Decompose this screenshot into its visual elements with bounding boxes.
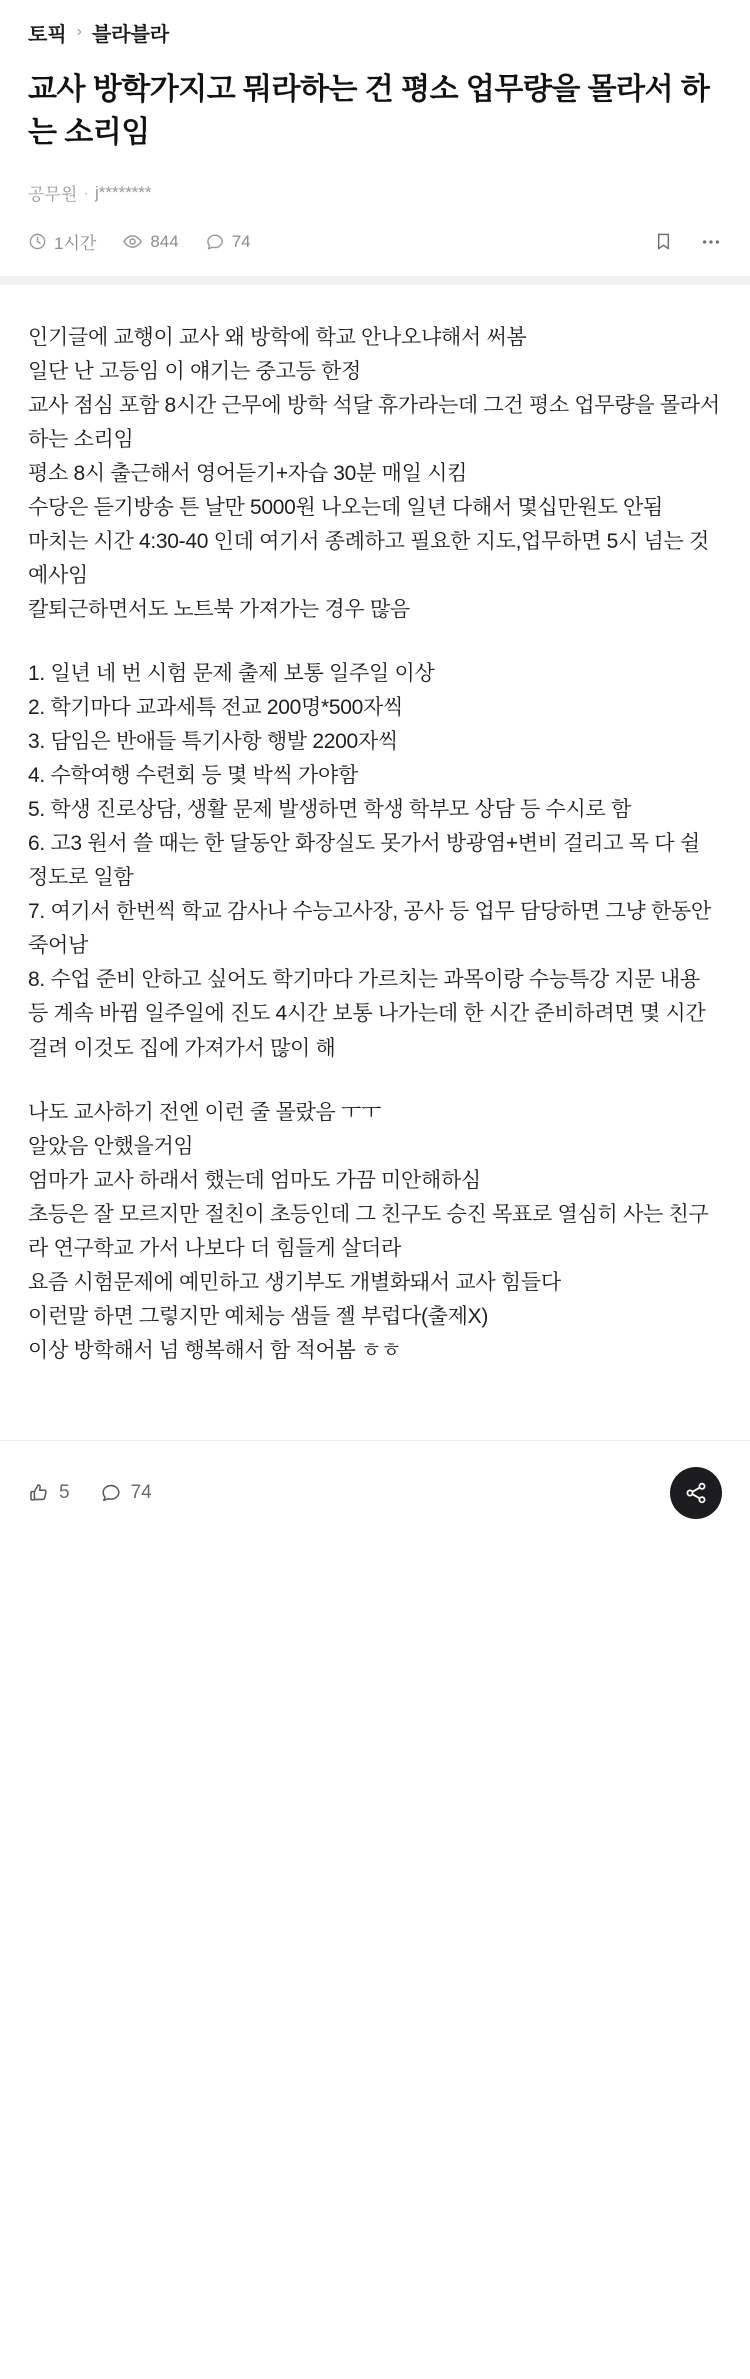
breadcrumb-root[interactable]: 토픽 — [28, 24, 67, 46]
comment-button[interactable] — [100, 1482, 152, 1504]
share-icon[interactable] — [684, 1481, 708, 1505]
body-paragraph: 평소 8시 출근해서 영어듣기+자습 30분 매일 시킴 — [28, 462, 468, 486]
page-title: 교사 방학가지고 뭐라하는 건 평소 업무량을 몰라서 하는 소리임 — [28, 73, 710, 149]
body-paragraph: 요즘 시험문제에 예민하고 생기부도 개별화돼서 교사 힘들다 — [28, 1270, 561, 1294]
comment-icon — [205, 232, 225, 252]
comment-count: 74 — [130, 1481, 152, 1503]
meta-actions — [653, 231, 722, 253]
meta-views — [122, 231, 178, 252]
body-paragraph: 인기글에 교행이 교사 왜 방학에 학교 안나오냐해서 써봄 — [28, 326, 527, 350]
body-paragraph: 4. 수학여행 수련회 등 몇 박씩 가야함 — [28, 764, 358, 788]
breadcrumb-current[interactable]: 블라블라 — [91, 24, 170, 46]
body-paragraph: 마치는 시간 4:30-40 인데 여기서 종례하고 필요한 지도,업무하면 5시 넘는 것 예사임 — [28, 530, 715, 588]
meta-time-label: 1시간 — [54, 234, 97, 254]
body-spacer — [28, 1066, 722, 1096]
body-paragraph: 알았음 안했을거임 — [28, 1134, 194, 1158]
meta-views-count: 844 — [150, 231, 179, 251]
body-paragraph: 7. 여기서 한번씩 학교 감사나 수능고사장, 공사 등 업무 담당하면 그냥 한동안 죽어남 — [28, 900, 717, 958]
body-paragraph: 일단 난 고등임 이 얘기는 중고등 한정 — [28, 360, 361, 384]
body-paragraph: 6. 고3 원서 쓸 때는 한 달동안 화장실도 못가서 방광염+변비 걸리고 목 다 쉴 정도로 일함 — [28, 832, 706, 890]
body-paragraph: 나도 교사하기 전엔 이런 줄 몰랐음 ㅜㅜ — [28, 1100, 381, 1124]
post-meta-row — [0, 205, 750, 276]
body-spacer — [28, 627, 722, 657]
post-footer — [0, 1441, 750, 1549]
more-options-icon[interactable] — [700, 231, 722, 253]
clock-icon — [28, 232, 47, 251]
body-paragraph: 이런말 하면 그렇지만 예체능 샘들 젤 부럽다(출제X) — [28, 1304, 489, 1328]
body-paragraph: 8. 수업 준비 안하고 싶어도 학기마다 가르치는 과목이랑 수능특강 지문 내용 등 계속 바뀜 일주일에 진도 4시간 보통 나가는데 한 시간 준비하려면 몇 시간 걸려 이것도 집에 가져가서 많이 해 — [28, 968, 711, 1060]
share-button[interactable] — [670, 1467, 722, 1519]
body-paragraph: 3. 담임은 반애들 특기사항 행발 2200자씩 — [28, 730, 398, 754]
title-block — [0, 61, 750, 154]
body-paragraph: 2. 학기마다 교과세특 전교 200명*500자씩 — [28, 696, 404, 720]
author-category: 공무원 — [28, 185, 78, 205]
meta-comments-count: 74 — [231, 231, 251, 251]
body-paragraph: 이상 방학해서 넘 행복해서 함 적어봄 ㅎㅎ — [28, 1338, 401, 1362]
like-count: 5 — [59, 1481, 70, 1503]
post-body — [0, 285, 750, 1377]
eye-icon — [122, 231, 143, 252]
like-button[interactable] — [28, 1482, 70, 1504]
thumbs-up-icon[interactable] — [28, 1482, 50, 1504]
meta-comments — [205, 232, 251, 252]
author-row — [0, 154, 750, 205]
body-paragraph: 교사 점심 포함 8시간 근무에 방학 석달 휴가라는데 그건 평소 업무량을 몰라서 하는 소리임 — [28, 394, 726, 452]
body-paragraph: 엄마가 교사 하래서 했는데 엄마도 가끔 미안해하심 — [28, 1168, 481, 1192]
body-paragraph: 칼퇴근하면서도 노트북 가져가는 경우 많음 — [28, 598, 410, 622]
section-divider — [0, 276, 750, 285]
author-name[interactable]: j******** — [94, 182, 152, 202]
body-bottom-gap — [0, 1378, 750, 1440]
author-separator: · — [83, 182, 89, 202]
body-paragraph: 1. 일년 네 번 시험 문제 출제 보통 일주일 이상 — [28, 662, 435, 686]
body-paragraph: 5. 학생 진로상담, 생활 문제 발생하면 학생 학부모 상담 등 수시로 함 — [28, 798, 631, 822]
breadcrumb — [0, 0, 750, 61]
comment-icon[interactable] — [100, 1482, 122, 1504]
meta-time — [28, 229, 96, 254]
body-paragraph: 초등은 잘 모르지만 절친이 초등인데 그 친구도 승진 목표로 열심히 사는 친구라 연구학교 가서 나보다 더 힘들게 살더라 — [28, 1202, 709, 1260]
chevron-right-icon: › — [76, 22, 82, 40]
bookmark-icon[interactable] — [653, 231, 674, 252]
body-paragraph: 수당은 듣기방송 튼 날만 5000원 나오는데 일년 다해서 몇십만원도 안됨 — [28, 496, 663, 520]
